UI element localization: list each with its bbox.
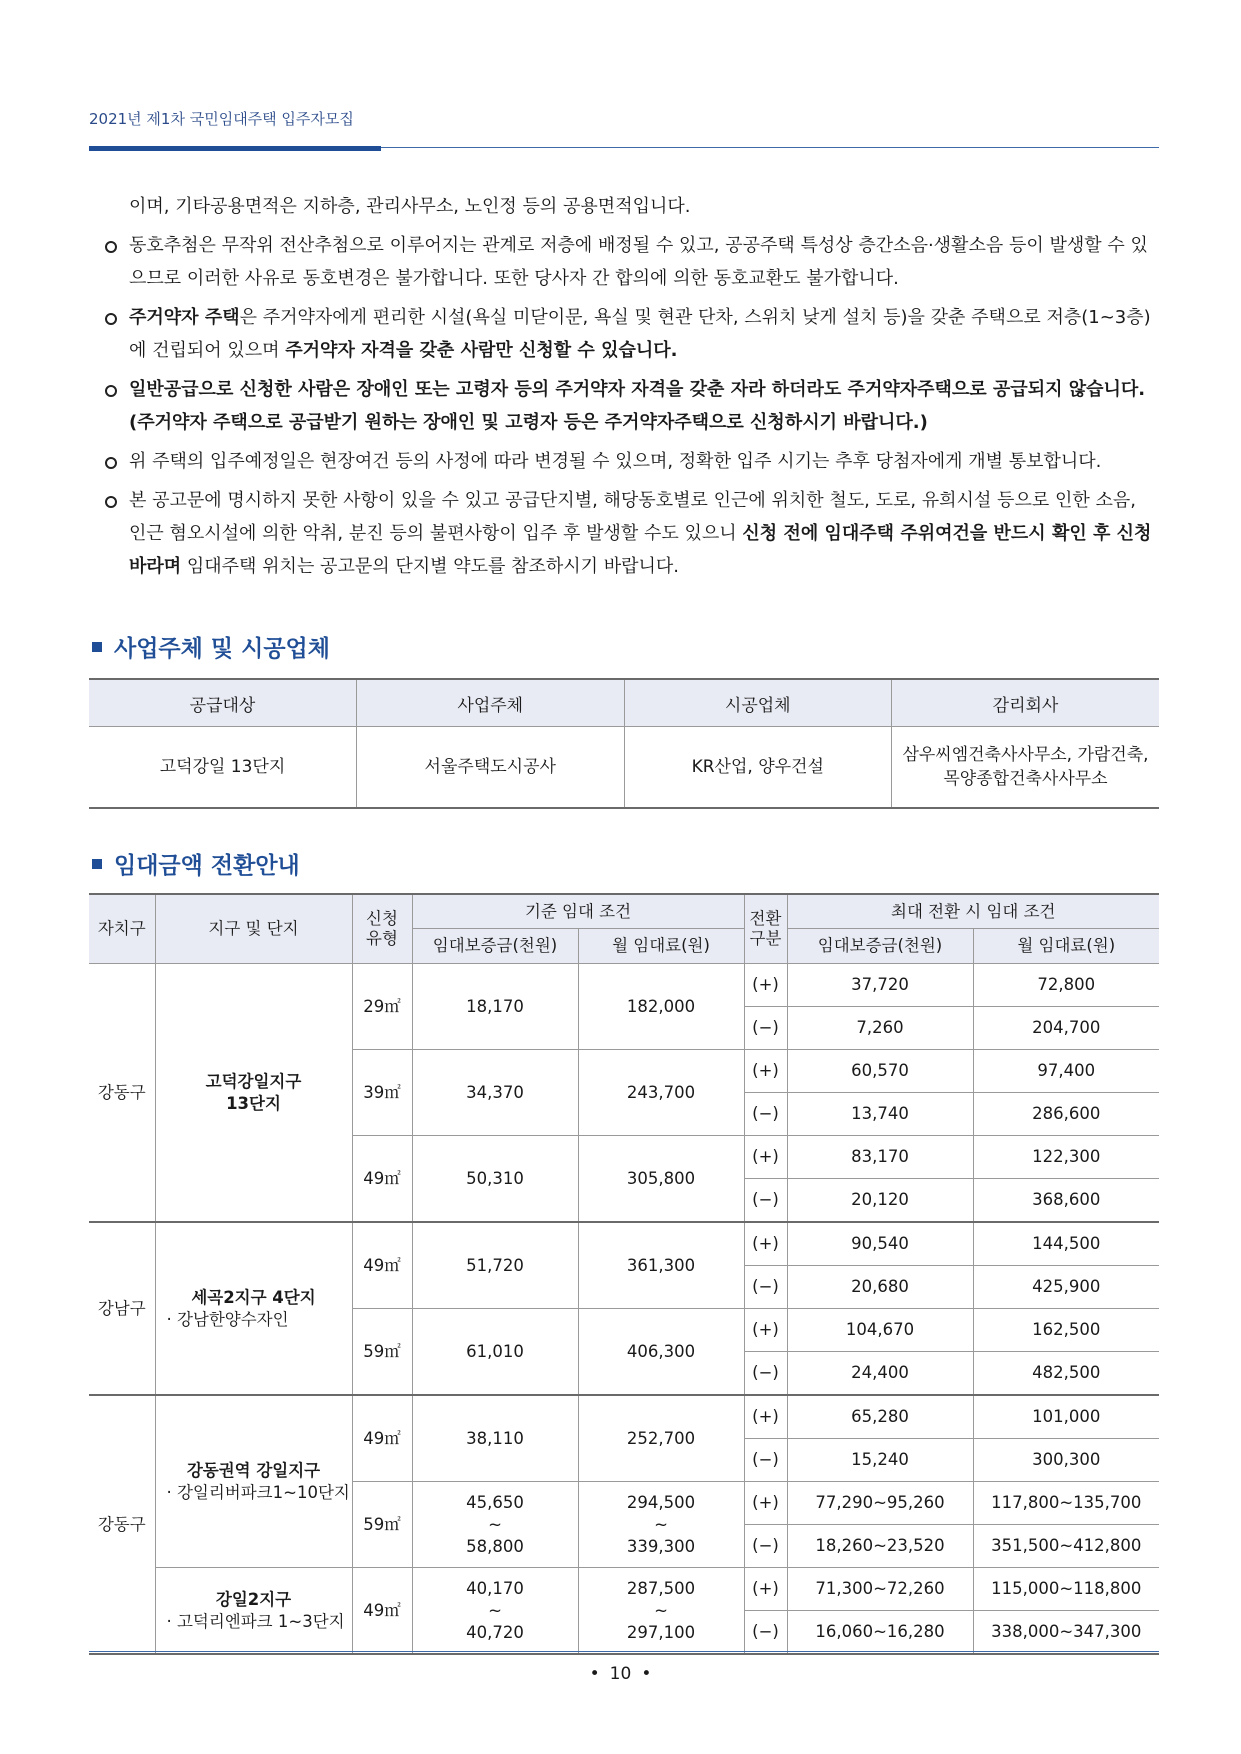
max-rent-cell: 351,500~412,800 xyxy=(973,1525,1159,1568)
bullet-item xyxy=(89,301,1159,367)
supervisor-line: 삼우씨엠건축사사무소, 가람건축, xyxy=(902,745,1149,765)
table-cell: 서울주택도시공사 xyxy=(357,727,625,809)
col-header: 기준 임대 조건 xyxy=(412,894,744,929)
conv-cell: (−) xyxy=(744,1352,787,1396)
rent-cell: 305,800 xyxy=(578,1136,744,1223)
max-deposit-cell: 90,540 xyxy=(787,1222,973,1266)
rent-cell: 406,300 xyxy=(578,1309,744,1396)
max-rent-cell: 425,900 xyxy=(973,1266,1159,1309)
type-cell: 59㎡ xyxy=(352,1309,412,1396)
section-title-text: 사업주체 및 시공업체 xyxy=(114,636,330,662)
col-header: 신청 유형 xyxy=(352,894,412,964)
table-cell: KR산업, 양우건설 xyxy=(624,727,892,809)
continuation-text: 이며, 기타공용면적은 지하층, 관리사무소, 노인정 등의 공용면적입니다. xyxy=(129,196,691,217)
conv-cell: (−) xyxy=(744,1439,787,1482)
body-text xyxy=(89,190,1159,583)
bullet-text: 임대주택 위치는 공고문의 단지별 약도를 참조하시기 바랍니다. xyxy=(181,556,680,577)
conv-cell: (+) xyxy=(744,1568,787,1611)
gu-cell: 강동구 xyxy=(89,964,155,1223)
col-header: 임대보증금(천원) xyxy=(787,929,973,964)
bullet-bold-text: 일반공급으로 신청한 사람은 장애인 또는 고령자 등의 주거약자 자격을 갖춘 자라 하더라도 주거약자주택으로 공급되지 않습니다. (주거약자 주택으로 공급받기 원하는 장애인 및 고령자 등은 주거약자주택으로 신청하시기 바랍니다.) xyxy=(129,379,1146,433)
district-cell: 강일2지구 · 고덕리엔파크 1~3단지 xyxy=(155,1568,352,1655)
supervisor-line: 목양종합건축사사무소 xyxy=(943,769,1108,789)
footer-rule xyxy=(89,1651,1159,1652)
bullet-dot-icon: • xyxy=(641,1664,652,1684)
header-title: 2021년 제1차 국민임대주택 입주자모집 xyxy=(89,110,354,128)
rent-cell: 252,700 xyxy=(578,1395,744,1482)
conv-cell: (+) xyxy=(744,964,787,1007)
deposit-cell: 51,720 xyxy=(412,1222,578,1309)
conv-cell: (−) xyxy=(744,1266,787,1309)
max-rent-cell: 286,600 xyxy=(973,1093,1159,1136)
conv-cell: (−) xyxy=(744,1007,787,1050)
max-deposit-cell: 15,240 xyxy=(787,1439,973,1482)
max-deposit-cell: 20,120 xyxy=(787,1179,973,1223)
max-deposit-cell: 60,570 xyxy=(787,1050,973,1093)
max-deposit-cell: 24,400 xyxy=(787,1352,973,1396)
table-row xyxy=(89,727,1159,809)
max-rent-cell: 338,000~347,300 xyxy=(973,1611,1159,1655)
type-cell: 59㎡ xyxy=(352,1482,412,1568)
circle-bullet-icon xyxy=(105,241,117,253)
max-rent-cell: 204,700 xyxy=(973,1007,1159,1050)
type-cell: 49㎡ xyxy=(352,1136,412,1223)
conv-cell: (−) xyxy=(744,1525,787,1568)
bullet-item xyxy=(89,484,1159,583)
circle-bullet-icon xyxy=(105,313,117,325)
type-cell: 49㎡ xyxy=(352,1568,412,1655)
conv-cell: (−) xyxy=(744,1611,787,1655)
page-number-text: 10 xyxy=(609,1664,632,1684)
max-deposit-cell: 104,670 xyxy=(787,1309,973,1352)
page-number xyxy=(0,1664,1241,1684)
conv-cell: (+) xyxy=(744,1136,787,1179)
bullet-text: 은 주거약자에게 편리한 시설(욕실 미닫이문, 욕실 및 현관 단차, 스위치 낮게 설치 등)을 갖춘 주택으로 저층(1~3층)에 건립되어 있으며 xyxy=(129,307,1151,361)
section-title-business xyxy=(92,630,330,663)
rent-cell: 182,000 xyxy=(578,964,744,1050)
max-deposit-cell: 65,280 xyxy=(787,1395,973,1439)
circle-bullet-icon xyxy=(105,385,117,397)
bullet-dot-icon: • xyxy=(589,1664,600,1684)
max-deposit-cell: 37,720 xyxy=(787,964,973,1007)
circle-bullet-icon xyxy=(105,496,117,508)
max-deposit-cell: 83,170 xyxy=(787,1136,973,1179)
table-row xyxy=(89,1222,1159,1266)
max-rent-cell: 300,300 xyxy=(973,1439,1159,1482)
deposit-cell: 34,370 xyxy=(412,1050,578,1136)
col-header: 임대보증금(천원) xyxy=(412,929,578,964)
type-cell: 29㎡ xyxy=(352,964,412,1050)
bullet-text: 본 공고문에 명시하지 못한 사항이 있을 수 있고 공급단지별, 해당동호별로 인근에 위치한 철도, 도로, 유희시설 등으로 인한 소음, 인근 혐오시설에 의한 악취, 분진 등의 불편사항이 입주 후 발생할 수도 있으니 xyxy=(129,490,1136,544)
bullet-item xyxy=(89,445,1159,478)
max-deposit-cell: 13,740 xyxy=(787,1093,973,1136)
max-deposit-cell: 77,290~95,260 xyxy=(787,1482,973,1525)
type-cell: 49㎡ xyxy=(352,1222,412,1309)
deposit-cell: 40,170 ~ 40,720 xyxy=(412,1568,578,1655)
deposit-cell: 38,110 xyxy=(412,1395,578,1482)
square-bullet-icon xyxy=(92,642,102,652)
conversion-table xyxy=(89,893,1159,1655)
conv-cell: (−) xyxy=(744,1093,787,1136)
col-header: 지구 및 단지 xyxy=(155,894,352,964)
max-rent-cell: 72,800 xyxy=(973,964,1159,1007)
circle-bullet-icon xyxy=(105,457,117,469)
col-header: 시공업체 xyxy=(624,679,892,727)
col-header: 월 임대료(원) xyxy=(973,929,1159,964)
col-header: 감리회사 xyxy=(892,679,1160,727)
district-cell: 세곡2지구 4단지 · 강남한양수자인 xyxy=(155,1222,352,1395)
max-rent-cell: 101,000 xyxy=(973,1395,1159,1439)
bullet-item xyxy=(89,229,1159,295)
bullet-bold-text: 주거약자 주택 xyxy=(129,307,240,328)
bullet-text: 위 주택의 입주예정일은 현장여건 등의 사정에 따라 변경될 수 있으며, 정확한 입주 시기는 추후 당첨자에게 개별 통보합니다. xyxy=(129,451,1102,472)
type-cell: 49㎡ xyxy=(352,1395,412,1482)
header-rule-accent xyxy=(89,146,381,151)
bullet-item xyxy=(89,373,1159,439)
section-title-conversion xyxy=(92,847,300,880)
table-cell: 고덕강일 13단지 xyxy=(89,727,357,809)
bullet-text: 동호추첨은 무작위 전산추첨으로 이루어지는 관계로 저층에 배정될 수 있고, 공공주택 특성상 층간소음·생활소음 등이 발생할 수 있으므로 이러한 사유로 동호변경은 불가합니다. 또한 당사자 간 합의에 의한 동호교환도 불가합니다. xyxy=(129,235,1148,289)
conv-cell: (+) xyxy=(744,1309,787,1352)
col-header: 공급대상 xyxy=(89,679,357,727)
type-cell: 39㎡ xyxy=(352,1050,412,1136)
max-rent-cell: 368,600 xyxy=(973,1179,1159,1223)
conv-cell: (+) xyxy=(744,1222,787,1266)
conv-cell: (+) xyxy=(744,1482,787,1525)
table-cell xyxy=(892,727,1160,809)
max-rent-cell: 162,500 xyxy=(973,1309,1159,1352)
conv-cell: (+) xyxy=(744,1395,787,1439)
table-row xyxy=(89,1395,1159,1439)
table-row xyxy=(89,964,1159,1007)
square-bullet-icon xyxy=(92,859,102,869)
max-rent-cell: 482,500 xyxy=(973,1352,1159,1396)
business-table xyxy=(89,678,1159,809)
max-rent-cell: 144,500 xyxy=(973,1222,1159,1266)
max-deposit-cell: 16,060~16,280 xyxy=(787,1611,973,1655)
gu-cell: 강동구 xyxy=(89,1395,155,1654)
district-cell: 강동권역 강일지구 · 강일리버파크1~10단지 xyxy=(155,1395,352,1568)
bullet-bold-text: 주거약자 자격을 갖춘 사람만 신청할 수 있습니다. xyxy=(285,340,678,361)
col-header: 월 임대료(원) xyxy=(578,929,744,964)
col-header: 사업주체 xyxy=(357,679,625,727)
max-rent-cell: 117,800~135,700 xyxy=(973,1482,1159,1525)
col-header: 자치구 xyxy=(89,894,155,964)
max-deposit-cell: 18,260~23,520 xyxy=(787,1525,973,1568)
max-deposit-cell: 71,300~72,260 xyxy=(787,1568,973,1611)
deposit-cell: 61,010 xyxy=(412,1309,578,1396)
max-rent-cell: 122,300 xyxy=(973,1136,1159,1179)
rent-cell: 243,700 xyxy=(578,1050,744,1136)
rent-cell: 361,300 xyxy=(578,1222,744,1309)
max-rent-cell: 115,000~118,800 xyxy=(973,1568,1159,1611)
section-title-text: 임대금액 전환안내 xyxy=(114,853,300,879)
bullet-bold-text: 신청 전에 임대주택 주위여건을 반드시 확인 후 신청바라며 xyxy=(129,523,1152,577)
max-rent-cell: 97,400 xyxy=(973,1050,1159,1093)
table-row xyxy=(89,1568,1159,1611)
rent-cell: 287,500 ~ 297,100 xyxy=(578,1568,744,1655)
deposit-cell: 50,310 xyxy=(412,1136,578,1223)
district-cell: 고덕강일지구 13단지 xyxy=(155,964,352,1223)
conv-cell: (+) xyxy=(744,1050,787,1093)
conv-cell: (−) xyxy=(744,1179,787,1223)
max-deposit-cell: 7,260 xyxy=(787,1007,973,1050)
gu-cell: 강남구 xyxy=(89,1222,155,1395)
col-header: 최대 전환 시 임대 조건 xyxy=(787,894,1159,929)
rent-cell: 294,500 ~ 339,300 xyxy=(578,1482,744,1568)
deposit-cell: 45,650 ~ 58,800 xyxy=(412,1482,578,1568)
max-deposit-cell: 20,680 xyxy=(787,1266,973,1309)
col-header: 전환 구분 xyxy=(744,894,787,964)
deposit-cell: 18,170 xyxy=(412,964,578,1050)
